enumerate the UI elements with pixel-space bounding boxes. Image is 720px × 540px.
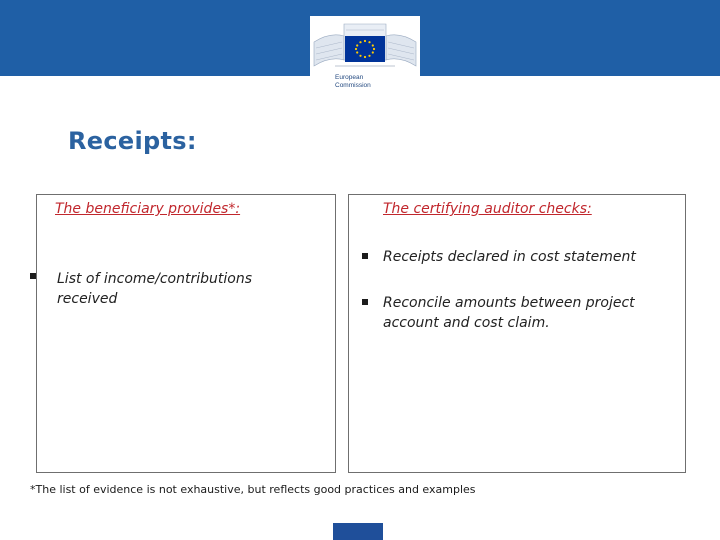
beneficiary-heading: The beneficiary provides*:: [55, 201, 241, 217]
bullet-icon: [362, 299, 368, 305]
footnote: *The list of evidence is not exhaustive, but reflects good practices and examples: [30, 483, 476, 496]
logo-text-line2: Commission: [335, 82, 371, 89]
page-title: Receipts:: [68, 127, 197, 155]
european-commission-logo: [310, 16, 420, 100]
beneficiary-panel: [36, 194, 336, 473]
beneficiary-item: List of income/contributions received: [57, 271, 253, 307]
auditor-item: Receipts declared in cost statement: [383, 249, 636, 265]
bullet-icon: [362, 253, 368, 259]
auditor-item: Reconcile amounts between project account and cost claim.: [383, 295, 635, 331]
auditor-panel: [348, 194, 686, 473]
logo-text-line1: European: [335, 74, 364, 81]
footer-flag: [333, 523, 383, 540]
auditor-heading: The certifying auditor checks:: [383, 201, 592, 217]
bullet-icon: [30, 273, 36, 279]
